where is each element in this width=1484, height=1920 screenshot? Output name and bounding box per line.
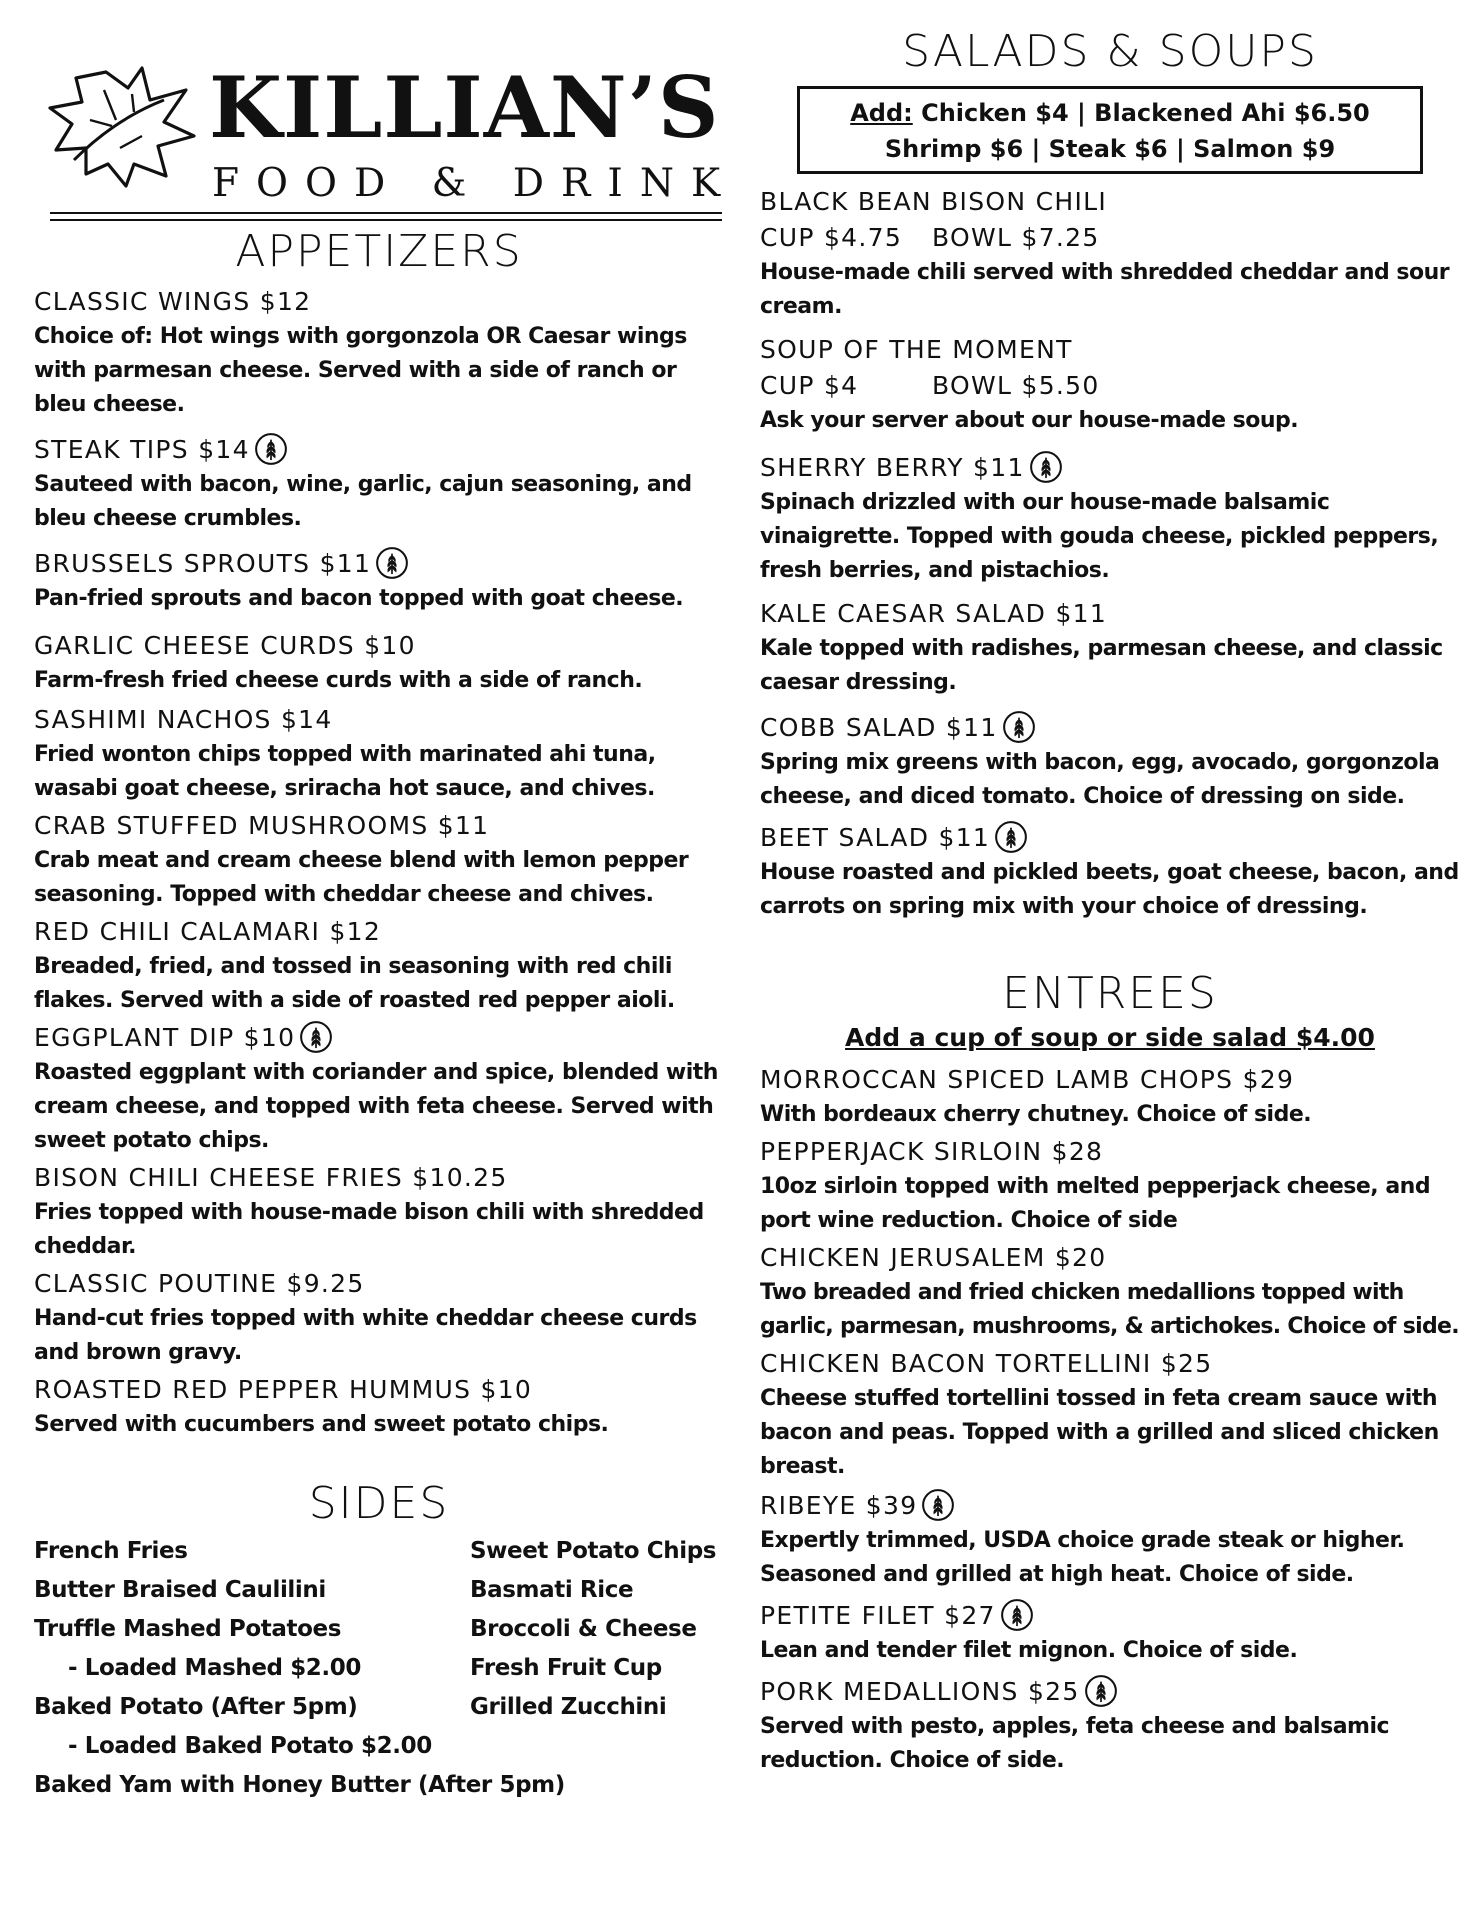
item-name: PORK MEDALLIONS $25 xyxy=(760,1677,1080,1706)
item-description: Expertly trimmed, USDA choice grade steak or higher. Seasoned and grilled at high heat. Choice of side. xyxy=(760,1528,1405,1587)
item-description: 10oz sirloin topped with melted pepperjack cheese, and port wine reduction. Choice of side xyxy=(760,1174,1431,1233)
gluten-free-wheat-icon xyxy=(375,546,409,580)
item-name: SASHIMI NACHOS $14 xyxy=(34,705,333,734)
item-name: STEAK TIPS $14 xyxy=(34,435,250,464)
item-description: House roasted and pickled beets, goat cheese, bacon, and carrots on spring mix with your choice of dressing. xyxy=(760,860,1459,919)
item-description: Two breaded and fried chicken medallions topped with garlic, parmesan, mushrooms, & artichokes. Choice of side. xyxy=(760,1280,1459,1339)
item-description: Crab meat and cream cheese blend with lemon pepper seasoning. Topped with cheddar cheese and chives. xyxy=(34,848,689,907)
entree-soup-salad-note: Add a cup of soup or side salad $4.00 xyxy=(845,1023,1375,1052)
appetizer-item xyxy=(34,628,724,698)
item-name: PEPPERJACK SIRLOIN $28 xyxy=(760,1137,1104,1166)
entree-item xyxy=(760,1062,1460,1132)
item-name: CLASSIC POUTINE $9.25 xyxy=(34,1269,365,1298)
sides-column-right xyxy=(470,1532,730,1727)
entree-item xyxy=(760,1346,1460,1484)
item-name: ROASTED RED PEPPER HUMMUS $10 xyxy=(34,1375,533,1404)
appetizer-item xyxy=(34,914,724,1018)
item-name: BEET SALAD $11 xyxy=(760,823,991,852)
item-description: Breaded, fried, and tossed in seasoning with red chili flakes. Served with a side of roasted red pepper aioli. xyxy=(34,954,675,1013)
soup-item xyxy=(760,184,1460,324)
appetizer-item xyxy=(34,1266,724,1370)
addons-line-2: Shrimp $6 | Steak $6 | Salmon $9 xyxy=(884,135,1336,163)
item-description: Choice of: Hot wings with gorgonzola OR Caesar wings with parmesan cheese. Served with a side of ranch or bleu cheese. xyxy=(34,324,687,417)
appetizer-item xyxy=(34,546,724,616)
sides-list xyxy=(34,1532,724,1798)
side-item-upgrade: - Loaded Baked Potato $2.00 xyxy=(68,1733,432,1759)
gluten-free-wheat-icon xyxy=(299,1020,333,1054)
appetizers-title: APPETIZERS xyxy=(235,226,523,277)
item-description: Spring mix greens with bacon, egg, avocado, gorgonzola cheese, and diced tomato. Choice of dressing on side. xyxy=(760,750,1440,809)
item-description: Served with pesto, apples, feta cheese and balsamic reduction. Choice of side. xyxy=(760,1714,1390,1773)
item-description: Kale topped with radishes, parmesan cheese, and classic caesar dressing. xyxy=(760,636,1443,695)
item-name: EGGPLANT DIP $10 xyxy=(34,1023,296,1052)
side-item: Baked Potato (After 5pm) xyxy=(34,1694,358,1720)
appetizer-item xyxy=(34,702,724,806)
item-name: RED CHILI CALAMARI $12 xyxy=(34,917,382,946)
item-name: RIBEYE $39 xyxy=(760,1491,918,1520)
item-name: GARLIC CHEESE CURDS $10 xyxy=(34,631,416,660)
soup-item xyxy=(760,332,1460,438)
brand-name: KILLIAN’S xyxy=(209,58,720,157)
salad-item xyxy=(760,820,1460,924)
appetizer-item xyxy=(34,1160,724,1264)
appetizer-item xyxy=(34,1020,724,1158)
item-description: Fries topped with house-made bison chili with shredded cheddar. xyxy=(34,1200,704,1259)
addons-line-1: Chicken $4 | Blackened Ahi $6.50 xyxy=(912,99,1370,127)
addons-label: Add: xyxy=(850,99,913,127)
entrees-title: ENTREES xyxy=(1002,968,1218,1019)
item-description: Fried wonton chips topped with marinated ahi tuna, wasabi goat cheese, sriracha hot sauce, and chives. xyxy=(34,742,656,801)
side-item: Butter Braised Caulilini xyxy=(34,1577,326,1603)
item-description: Roasted eggplant with coriander and spice, blended with cream cheese, and topped with feta cheese. Served with sweet potato chips. xyxy=(34,1060,718,1153)
item-name: BISON CHILI CHEESE FRIES $10.25 xyxy=(34,1163,508,1192)
item-description: Ask your server about our house-made soup. xyxy=(760,408,1299,433)
bowl-price: BOWL $5.50 xyxy=(932,371,1100,400)
item-name: PETITE FILET $27 xyxy=(760,1601,996,1630)
item-description: Spinach drizzled with our house-made balsamic vinaigrette. Topped with gouda cheese, pickled peppers, fresh berries, and pistachios. xyxy=(760,490,1439,583)
salad-item xyxy=(760,450,1460,588)
appetizer-item xyxy=(34,432,724,536)
salad-item xyxy=(760,710,1460,814)
entree-item xyxy=(760,1240,1460,1344)
item-description: Lean and tender filet mignon. Choice of side. xyxy=(760,1638,1298,1663)
side-item: Basmati Rice xyxy=(470,1577,634,1603)
logo xyxy=(34,44,738,226)
item-name: COBB SALAD $11 xyxy=(760,713,998,742)
entree-item xyxy=(760,1598,1460,1668)
item-description: Farm-fresh fried cheese curds with a side of ranch. xyxy=(34,668,643,693)
cup-price: CUP $4.75 xyxy=(760,223,903,252)
item-name: SHERRY BERRY $11 xyxy=(760,453,1025,482)
gluten-free-wheat-icon xyxy=(1000,1598,1034,1632)
gluten-free-wheat-icon xyxy=(994,820,1028,854)
item-description: With bordeaux cherry chutney. Choice of side. xyxy=(760,1102,1312,1127)
gluten-free-wheat-icon xyxy=(1084,1674,1118,1708)
item-description: Hand-cut fries topped with white cheddar cheese curds and brown gravy. xyxy=(34,1306,697,1365)
item-description: Pan-fried sprouts and bacon topped with goat cheese. xyxy=(34,586,684,611)
item-description: House-made chili served with shredded cheddar and sour cream. xyxy=(760,260,1450,319)
item-description: Sauteed with bacon, wine, garlic, cajun seasoning, and bleu cheese crumbles. xyxy=(34,472,692,531)
right-column xyxy=(760,26,1460,1778)
protein-addons-box xyxy=(797,86,1423,174)
item-description: Cheese stuffed tortellini tossed in feta cream sauce with bacon and peas. Topped with a grilled and sliced chicken breast. xyxy=(760,1386,1439,1479)
item-name: CRAB STUFFED MUSHROOMS $11 xyxy=(34,811,490,840)
side-item: French Fries xyxy=(34,1538,188,1564)
logo-rule-bottom xyxy=(50,219,722,221)
item-name: SOUP OF THE MOMENT xyxy=(760,335,1073,364)
cup-price: CUP $4 xyxy=(760,371,859,400)
entree-item xyxy=(760,1674,1460,1778)
side-item: Grilled Zucchini xyxy=(470,1694,667,1720)
item-name: BLACK BEAN BISON CHILI xyxy=(760,187,1108,216)
entree-item xyxy=(760,1488,1460,1592)
item-name: KALE CAESAR SALAD $11 xyxy=(760,599,1108,628)
appetizer-item xyxy=(34,808,724,912)
item-name: CHICKEN BACON TORTELLINI $25 xyxy=(760,1349,1213,1378)
side-item: Truffle Mashed Potatoes xyxy=(34,1616,341,1642)
side-item: Sweet Potato Chips xyxy=(470,1538,717,1564)
item-name: CHICKEN JERUSALEM $20 xyxy=(760,1243,1107,1272)
sides-title: SIDES xyxy=(308,1478,450,1529)
appetizers-list xyxy=(34,284,724,1442)
side-item-upgrade: - Loaded Mashed $2.00 xyxy=(68,1655,361,1681)
gluten-free-wheat-icon xyxy=(254,432,288,466)
item-description: Served with cucumbers and sweet potato chips. xyxy=(34,1412,609,1437)
appetizer-item xyxy=(34,1372,724,1442)
item-name: MORROCCAN SPICED LAMB CHOPS $29 xyxy=(760,1065,1295,1094)
left-column xyxy=(34,44,738,1798)
entree-item xyxy=(760,1134,1460,1238)
logo-rule-top xyxy=(50,212,722,214)
appetizer-item xyxy=(34,284,724,422)
bowl-price: BOWL $7.25 xyxy=(932,223,1100,252)
brand-tagline: FOOD & DRINK xyxy=(212,161,738,206)
gluten-free-wheat-icon xyxy=(921,1488,955,1522)
gluten-free-wheat-icon xyxy=(1002,710,1036,744)
item-name: CLASSIC WINGS $12 xyxy=(34,287,312,316)
side-item: Fresh Fruit Cup xyxy=(470,1655,662,1681)
gluten-free-wheat-icon xyxy=(1029,450,1063,484)
item-name: BRUSSELS SPROUTS $11 xyxy=(34,549,372,578)
side-item: Baked Yam with Honey Butter (After 5pm) xyxy=(34,1772,565,1798)
salad-item xyxy=(760,596,1460,700)
salads-soups-title: SALADS & SOUPS xyxy=(902,26,1318,77)
side-item: Broccoli & Cheese xyxy=(470,1616,697,1642)
leaf-logo-icon xyxy=(46,60,196,190)
